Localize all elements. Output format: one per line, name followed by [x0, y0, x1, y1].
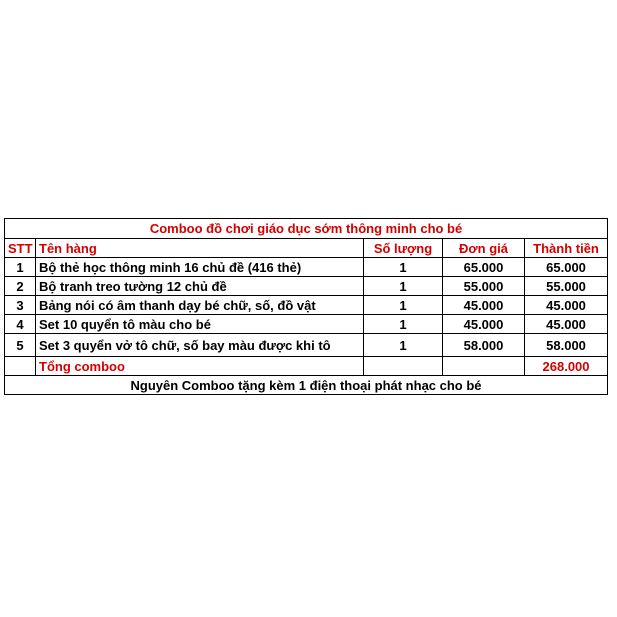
row-price: 65.000 — [443, 258, 525, 277]
header-total: Thành tiền — [525, 239, 608, 258]
row-total: 58.000 — [525, 334, 608, 357]
summary-label: Tổng comboo — [36, 357, 364, 376]
table-header-row — [5, 239, 608, 258]
summary-total: 268.000 — [525, 357, 608, 376]
row-price: 55.000 — [443, 277, 525, 296]
row-qty: 1 — [364, 334, 443, 357]
table-title: Comboo đồ chơi giáo dục sớm thông minh cho bé — [5, 219, 608, 239]
header-qty: Số lượng — [364, 239, 443, 258]
row-stt: 1 — [5, 258, 36, 277]
row-stt: 3 — [5, 296, 36, 315]
row-price: 45.000 — [443, 296, 525, 315]
row-price: 58.000 — [443, 334, 525, 357]
header-name: Tên hàng — [36, 239, 364, 258]
row-stt: 5 — [5, 334, 36, 357]
row-qty: 1 — [364, 296, 443, 315]
header-price: Đơn giá — [443, 239, 525, 258]
row-qty: 1 — [364, 258, 443, 277]
row-total: 45.000 — [525, 315, 608, 334]
row-stt: 2 — [5, 277, 36, 296]
summary-empty-cell — [364, 357, 443, 376]
row-total: 45.000 — [525, 296, 608, 315]
combo-price-table — [4, 218, 608, 395]
table-row — [5, 258, 608, 277]
row-total: 55.000 — [525, 277, 608, 296]
row-stt: 4 — [5, 315, 36, 334]
table-row — [5, 334, 608, 357]
header-stt: STT — [5, 239, 36, 258]
row-name: Set 3 quyển vở tô chữ, số bay màu được khi tô — [36, 334, 364, 357]
row-name: Bộ tranh treo tường 12 chủ đề — [36, 277, 364, 296]
footer-row — [5, 376, 608, 395]
row-qty: 1 — [364, 277, 443, 296]
summary-row — [5, 357, 608, 376]
row-name: Set 10 quyển tô màu cho bé — [36, 315, 364, 334]
row-qty: 1 — [364, 315, 443, 334]
table-row — [5, 296, 608, 315]
footer-note: Nguyên Comboo tặng kèm 1 điện thoại phát nhạc cho bé — [5, 376, 608, 395]
row-name: Bộ thẻ học thông minh 16 chủ đề (416 thẻ) — [36, 258, 364, 277]
row-total: 65.000 — [525, 258, 608, 277]
table-row — [5, 315, 608, 334]
summary-empty-cell — [443, 357, 525, 376]
row-price: 45.000 — [443, 315, 525, 334]
summary-empty-cell — [5, 357, 36, 376]
table-row — [5, 277, 608, 296]
table-title-row — [5, 219, 608, 239]
row-name: Bảng nói có âm thanh dạy bé chữ, số, đồ vật — [36, 296, 364, 315]
